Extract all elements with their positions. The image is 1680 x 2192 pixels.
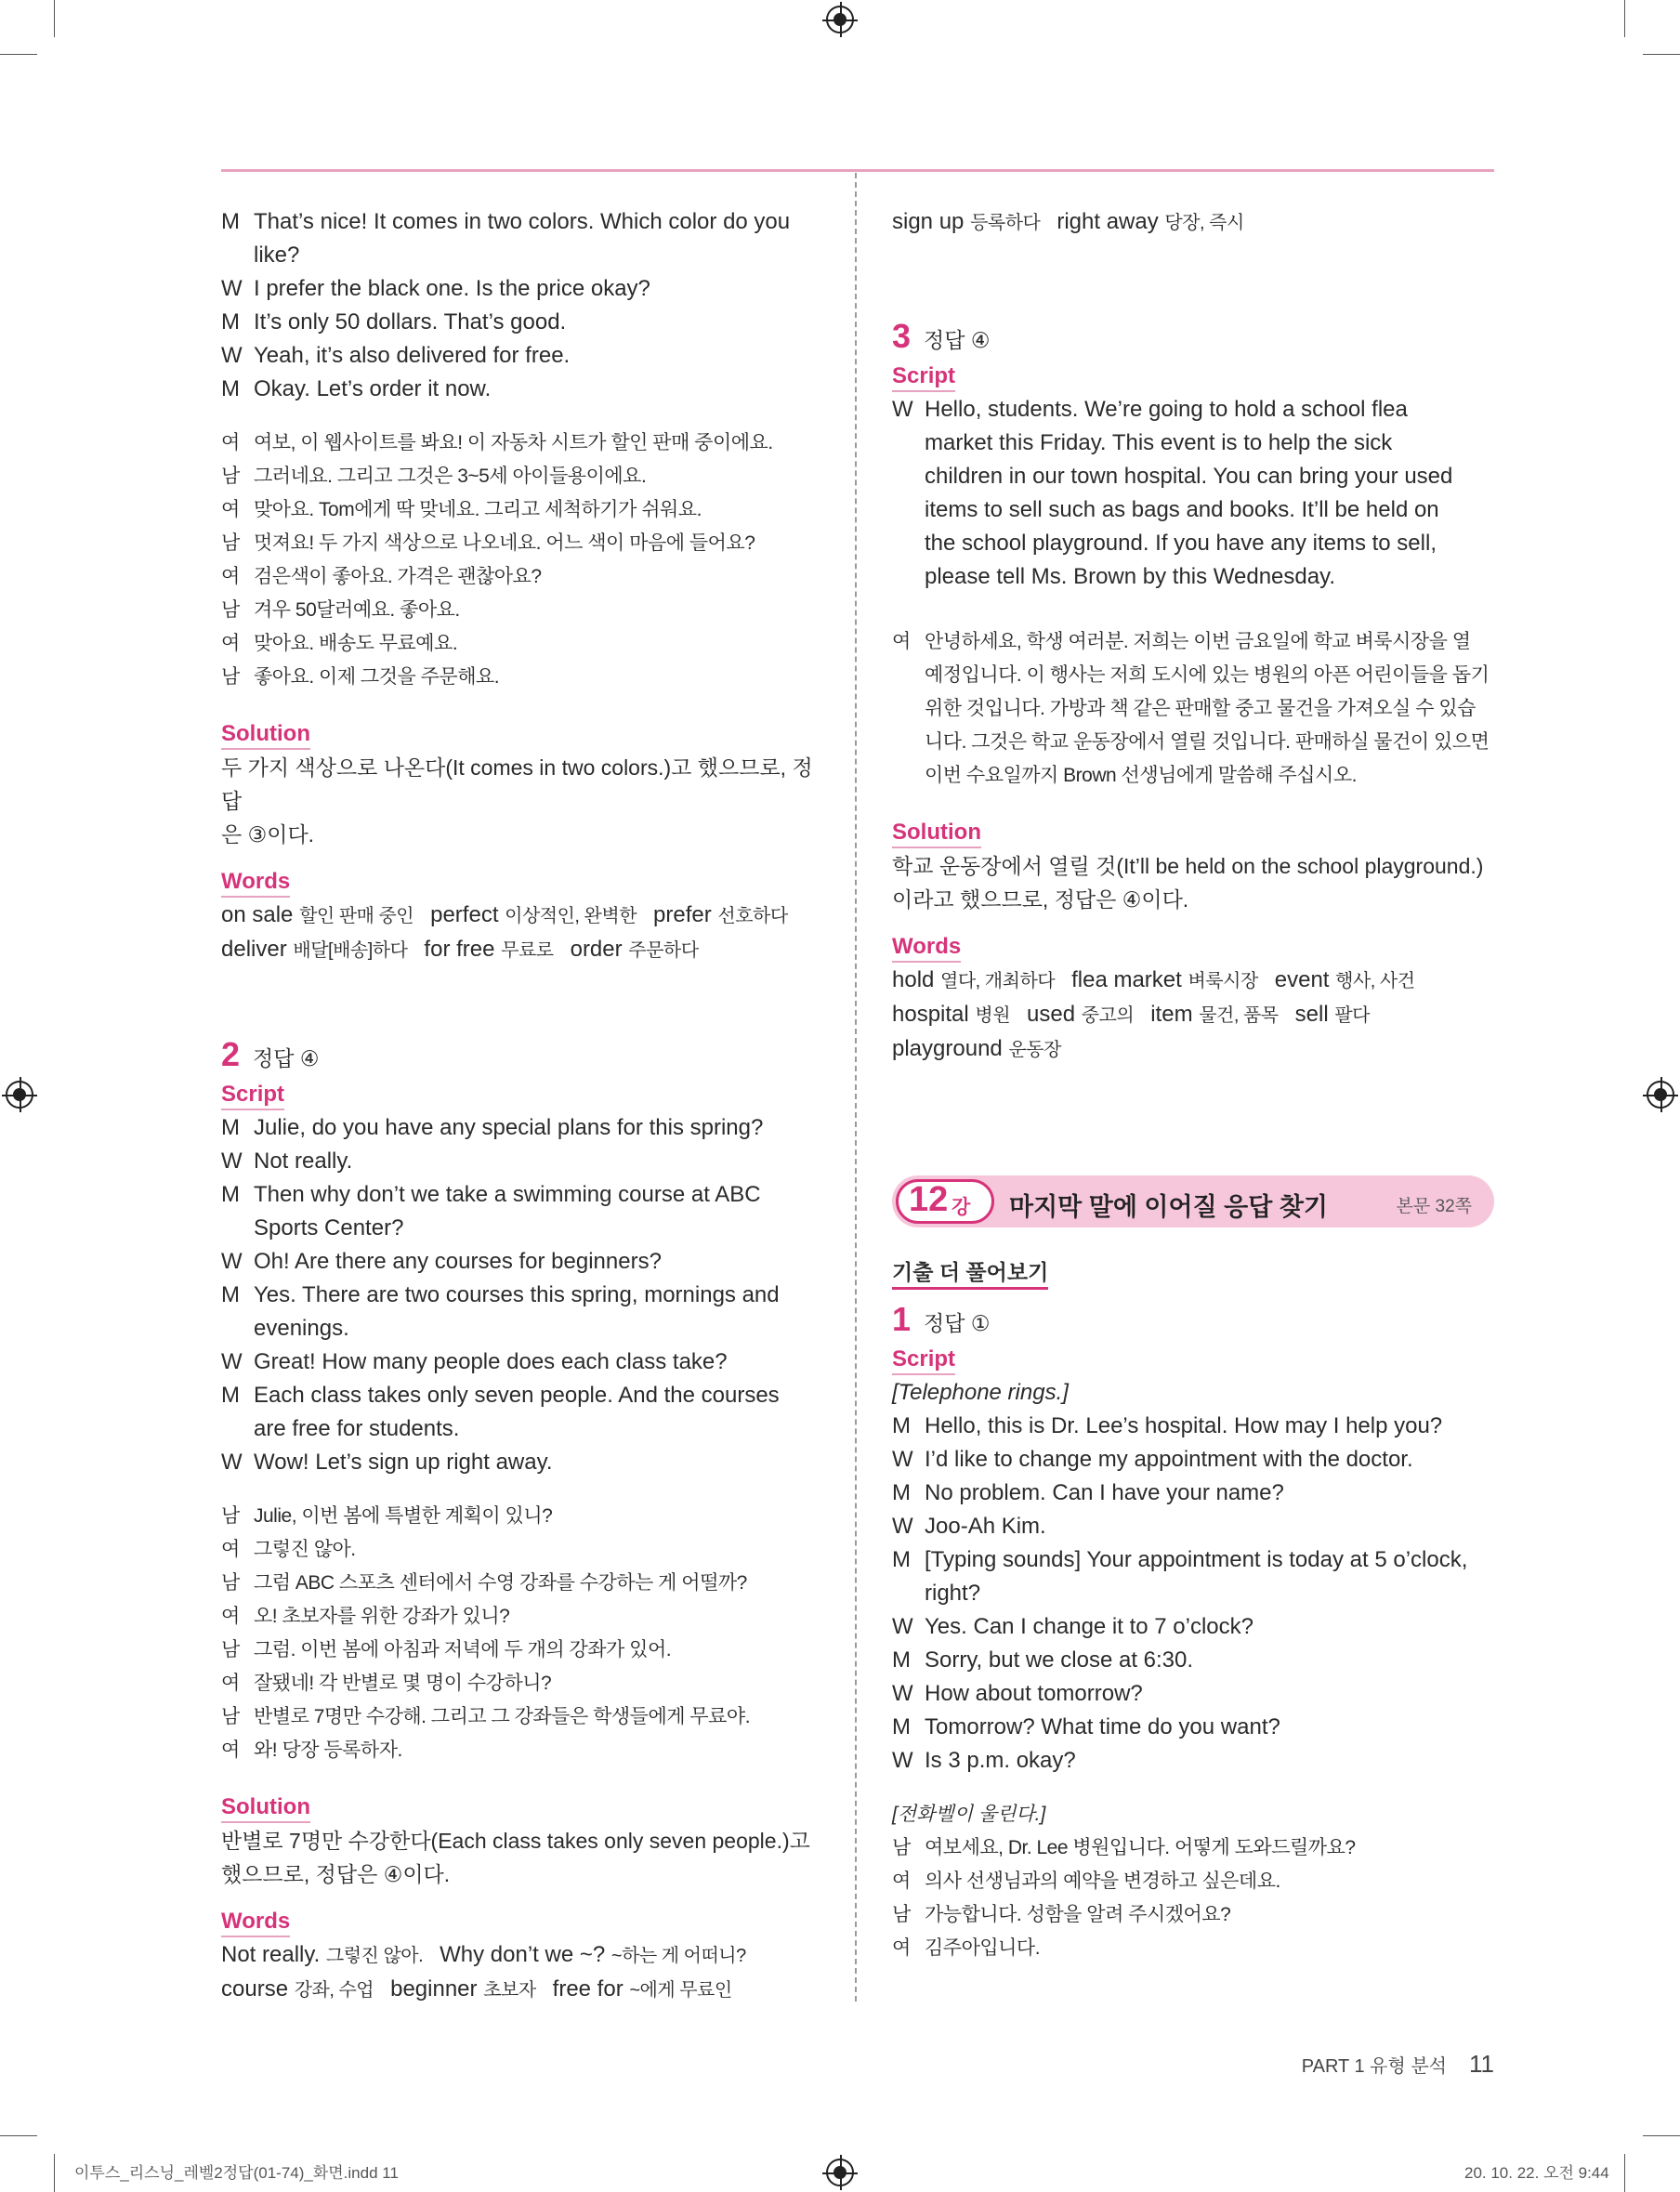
speaker-label: M (221, 1182, 240, 1207)
line-text: 겨우 50달러예요. 좋아요. (254, 599, 460, 621)
word-korean: 행사, 사건 (1335, 971, 1415, 991)
line-text: Julie, do you have any special plans for this spring? (254, 1115, 764, 1140)
word-korean: ~에게 무료인 (629, 1980, 732, 2001)
speaker-label: W (892, 1681, 913, 1706)
line-text: Yeah, it’s also delivered for free. (254, 343, 571, 368)
word-entry (571, 937, 699, 962)
dialogue-line (892, 1610, 1494, 1644)
script-label: Script (892, 362, 955, 392)
word-english: prefer (653, 902, 718, 927)
registration-mark-icon (826, 6, 854, 33)
line-text: 여보세요, Dr. Lee 병원입니다. 어떻게 도와드릴까요? (925, 1837, 1356, 1858)
lesson-banner (892, 1175, 1494, 1227)
word-entry (221, 1942, 423, 1967)
line-text: Great! How many people does each class take? (254, 1349, 728, 1374)
dialogue-line (892, 1477, 1494, 1510)
speaker-label: 남 (221, 599, 240, 621)
dialogue-line (221, 373, 823, 406)
line-text: No problem. Can I have your name? (925, 1480, 1284, 1505)
right-column-lower (892, 1256, 1494, 1965)
solution-label: Solution (221, 720, 310, 750)
korean-translation-q3 (892, 625, 1494, 793)
dialogue-line (221, 306, 823, 339)
line-text: 그럼. 이번 봄에 아침과 저녁에 두 개의 강좌가 있어. (254, 1639, 672, 1660)
speaker-label: M (892, 1714, 911, 1739)
word-korean: 강좌, 수업 (294, 1980, 374, 2001)
line-text: 그렇진 않아. (254, 1539, 356, 1560)
line-text: market this Friday. This event is to help the sick (925, 430, 1393, 455)
word-english: beginner (390, 1976, 484, 2002)
speaker-label: 여 (221, 432, 240, 453)
line-text: Not really. (254, 1149, 353, 1174)
script-label: Script (892, 1345, 955, 1375)
question-number: 3 (892, 317, 912, 355)
word-korean: 등록하다 (970, 213, 1041, 233)
registration-mark-icon (826, 2159, 854, 2186)
speaker-label: 남 (221, 532, 240, 554)
lesson-number: 12 (909, 1180, 949, 1219)
word-korean: 벼룩시장 (1188, 971, 1258, 991)
word-entry (221, 1976, 374, 2002)
word-korean: 무료로 (501, 940, 554, 961)
speaker-label: 남 (221, 1572, 240, 1594)
line-text: 잘됐네! 각 반별로 몇 명이 수강하니? (254, 1673, 552, 1694)
speaker-label: 여 (221, 566, 240, 587)
line-text: Yes. Can I change it to 7 o’clock? (925, 1614, 1253, 1639)
korean-line (221, 661, 823, 694)
line-text: 김주아입니다. (925, 1937, 1041, 1959)
answer-label: 정답 ④ (253, 1046, 320, 1070)
line-text: Then why don’t we take a swimming course at ABC (254, 1182, 761, 1207)
word-korean: 물건, 품목 (1199, 1005, 1279, 1026)
question-header (892, 1300, 1494, 1340)
speaker-label: M (892, 1547, 911, 1572)
line-text: How about tomorrow? (925, 1681, 1143, 1706)
words-label: Words (221, 1908, 290, 1937)
korean-translation-lesson12 (892, 1831, 1494, 1965)
question-number: 2 (221, 1035, 241, 1073)
line-text: 니다. 그것은 학교 운동장에서 열릴 것입니다. 판매하실 물건이 있으면 (925, 731, 1490, 753)
word-korean: ~하는 게 어떠니? (610, 1946, 746, 1966)
line-text: 맞아요. 배송도 무료예요. (254, 633, 458, 654)
crop-mark (0, 54, 37, 55)
word-korean: 초보자 (483, 1980, 536, 2001)
line-text: 반별로 7명만 수강해. 그리고 그 강좌들은 학생들에게 무료야. (254, 1706, 751, 1727)
word-english: sign up (892, 209, 971, 234)
left-column (221, 205, 823, 2007)
korean-line (221, 1700, 823, 1734)
line-text: Julie, 이번 봄에 특별한 계획이 있니? (254, 1505, 553, 1527)
line-text: 위한 것입니다. 가방과 책 같은 판매할 중고 물건을 가져오실 수 있습 (925, 698, 1476, 719)
speaker-label: 여 (892, 1870, 911, 1892)
lesson-page-ref: 본문 32쪽 (1396, 1197, 1472, 1216)
crop-mark (1624, 2154, 1625, 2192)
word-entry (1071, 967, 1258, 992)
speaker-label: M (221, 1383, 240, 1408)
speaker-label: 여 (221, 1606, 240, 1627)
script-label: Script (221, 1081, 284, 1110)
header-rule (221, 169, 1494, 172)
speaker-label: M (221, 1115, 240, 1140)
dialogue-line (221, 205, 823, 239)
word-english: item (1150, 1002, 1200, 1027)
lesson-unit: 강 (952, 1197, 971, 1218)
word-entry (892, 967, 1055, 992)
column-divider (855, 173, 857, 2002)
speaker-label: 여 (221, 1673, 240, 1694)
speaker-label: W (221, 276, 243, 301)
korean-line (892, 1831, 1494, 1865)
print-slug: 이투스_리스닝_레벨2정답(01-74)_화면.indd 11 (74, 2164, 399, 2182)
korean-line (221, 1533, 823, 1567)
speaker-label: 여 (892, 1937, 911, 1959)
speaker-label: 남 (221, 1639, 240, 1660)
korean-line (892, 1932, 1494, 1965)
speaker-label: W (221, 1149, 243, 1174)
korean-line (221, 493, 823, 527)
speaker-label: 남 (221, 466, 240, 487)
line-text: It’s only 50 dollars. That’s good. (254, 309, 567, 335)
stage-direction: [Telephone rings.] (892, 1380, 1069, 1405)
word-english: on sale (221, 902, 300, 927)
speaker-label: 남 (221, 666, 240, 688)
words-list (221, 1938, 823, 2007)
stage-direction-korean: [전화벨이 울린다.] (892, 1804, 1046, 1825)
solution-label: Solution (892, 819, 981, 848)
speaker-label: 남 (892, 1904, 911, 1925)
korean-line (221, 1634, 823, 1667)
dialogue-line (221, 1245, 823, 1279)
korean-line (892, 1898, 1494, 1932)
speaker-label: 여 (892, 631, 911, 652)
korean-line (221, 1500, 823, 1533)
line-text: Oh! Are there any courses for beginners? (254, 1249, 662, 1274)
word-english: used (1027, 1002, 1082, 1027)
speaker-label: W (892, 1514, 913, 1539)
footer-part: PART 1 유형 분석 (1301, 2056, 1447, 2077)
word-korean: 그렇진 않아. (325, 1946, 424, 1966)
word-english: Why don’t we ~? (440, 1942, 611, 1967)
word-entry (553, 1976, 732, 2002)
solution-label: Solution (221, 1793, 310, 1823)
line-text: 가능합니다. 성함을 알려 주시겠어요? (925, 1904, 1231, 1925)
korean-line (892, 659, 1494, 692)
word-entry (1275, 967, 1415, 992)
korean-line (892, 726, 1494, 759)
word-english: sell (1294, 1002, 1335, 1027)
line-text: evenings. (254, 1316, 349, 1341)
dialogue-line (221, 1145, 823, 1178)
dialogue-line (221, 1379, 823, 1412)
dialogue-line (221, 1212, 823, 1245)
line-text: I’d like to change my appointment with the doctor. (925, 1447, 1413, 1472)
line-text: Hello, this is Dr. Lee’s hospital. How may I help you? (925, 1413, 1443, 1438)
line-text: 맞아요. Tom에게 딱 맞네요. 그리고 세척하기가 쉬워요. (254, 499, 702, 520)
right-column (892, 205, 1494, 1067)
korean-translation-q2 (221, 1500, 823, 1767)
word-korean: 할인 판매 중인 (299, 906, 414, 926)
line-text: items to sell such as bags and books. It’ll be held on (925, 497, 1439, 522)
word-korean: 주문하다 (628, 940, 699, 961)
word-korean: 당장, 즉시 (1164, 213, 1244, 233)
dialogue-line (221, 1446, 823, 1479)
word-entry (221, 902, 413, 927)
lesson-title: 마지막 말에 이어질 응답 찾기 (1009, 1193, 1328, 1221)
dialogue-q2 (221, 1111, 823, 1479)
dialogue-line (221, 1279, 823, 1312)
line-text: Each class takes only seven people. And the courses (254, 1383, 780, 1408)
page-footer (1302, 2050, 1494, 2079)
speaker-label: M (221, 1282, 240, 1307)
line-text: are free for students. (254, 1416, 460, 1441)
line-text: Wow! Let’s sign up right away. (254, 1450, 553, 1475)
line-text: like? (254, 243, 300, 268)
korean-line (892, 692, 1494, 726)
question-header (221, 1035, 823, 1075)
dialogue-line (221, 1412, 823, 1446)
words-label: Words (892, 933, 961, 963)
dialogue-line (221, 1345, 823, 1379)
dialogue-line (892, 560, 1494, 594)
section-subhead: 기출 더 풀어보기 (892, 1257, 1048, 1290)
speaker-label: W (221, 1450, 243, 1475)
dialogue-line (892, 1410, 1494, 1443)
line-text: Is 3 p.m. okay? (925, 1748, 1076, 1773)
crop-mark (0, 2135, 37, 2136)
korean-translation-q1 (221, 427, 823, 694)
line-text: 안녕하세요, 학생 여러분. 저희는 이번 금요일에 학교 벼룩시장을 열 (925, 631, 1471, 652)
dialogue-line (892, 1543, 1494, 1577)
line-text: right? (925, 1581, 981, 1606)
speaker-label: W (221, 1349, 243, 1374)
korean-line (221, 460, 823, 493)
word-english: right away (1057, 209, 1165, 234)
dialogue-lesson12 (892, 1410, 1494, 1778)
word-entry (430, 902, 637, 927)
korean-line (221, 1567, 823, 1600)
line-text: 예정입니다. 이 행사는 저희 도시에 있는 병원의 아픈 어린이들을 돕기 (925, 664, 1490, 686)
line-text: please tell Ms. Brown by this Wednesday. (925, 564, 1335, 589)
answer-label: 정답 ① (924, 1311, 991, 1335)
speaker-label: 남 (892, 1837, 911, 1858)
word-english: perfect (430, 902, 505, 927)
speaker-label: M (892, 1413, 911, 1438)
speaker-label: M (221, 376, 240, 401)
speaker-label: M (892, 1480, 911, 1505)
korean-line (221, 1734, 823, 1767)
korean-line (221, 1667, 823, 1700)
speaker-label: M (892, 1647, 911, 1673)
korean-line (892, 625, 1494, 659)
word-entry (1295, 1002, 1370, 1027)
korean-line (221, 627, 823, 661)
korean-line (221, 560, 823, 594)
dialogue-line (892, 1644, 1494, 1677)
line-text: That’s nice! It comes in two colors. Which color do you (254, 209, 791, 234)
word-entry (221, 937, 407, 962)
speaker-label: 여 (221, 1739, 240, 1761)
word-entry (892, 209, 1040, 234)
registration-mark-icon (1647, 1081, 1674, 1109)
speaker-label: W (892, 1447, 913, 1472)
dialogue-line (892, 493, 1494, 527)
speaker-label: 남 (221, 1505, 240, 1527)
word-entry (424, 937, 553, 962)
speaker-label: 여 (221, 1539, 240, 1560)
crop-mark (54, 0, 55, 37)
line-text: Tomorrow? What time do you want? (925, 1714, 1280, 1739)
line-text: Sports Center? (254, 1215, 404, 1240)
page-number: 11 (1469, 2050, 1494, 2078)
crop-mark (1624, 0, 1625, 37)
speaker-label: M (221, 309, 240, 335)
line-text: children in our town hospital. You can bring your used (925, 464, 1453, 489)
word-english: hospital (892, 1002, 976, 1027)
speaker-label: W (892, 397, 913, 422)
korean-line (892, 1865, 1494, 1898)
word-entry (653, 902, 788, 927)
line-text: Okay. Let’s order it now. (254, 376, 492, 401)
line-text: Sorry, but we close at 6:30. (925, 1647, 1194, 1673)
script-q3 (892, 393, 1494, 594)
line-text: 좋아요. 이제 그것을 주문해요. (254, 666, 500, 688)
speaker-label: M (221, 209, 240, 234)
line-text: 의사 선생님과의 예약을 변경하고 싶은데요. (925, 1870, 1280, 1892)
line-text: [Typing sounds] Your appointment is today at 5 o’clock, (925, 1547, 1468, 1572)
crop-mark (1643, 54, 1680, 55)
word-entry (1150, 1002, 1278, 1027)
word-korean: 병원 (975, 1005, 1011, 1026)
speaker-label: W (892, 1614, 913, 1639)
dialogue-line (221, 339, 823, 373)
dialogue-line (892, 393, 1494, 427)
line-text: the school playground. If you have any items to sell, (925, 531, 1437, 556)
dialogue-line (892, 1510, 1494, 1543)
word-english: for free (424, 937, 502, 962)
words-list (892, 205, 1494, 240)
dialogue-line (892, 1577, 1494, 1610)
word-entry (1057, 209, 1243, 234)
dialogue-line (221, 239, 823, 272)
dialogue-line (892, 1677, 1494, 1711)
line-text: I prefer the black one. Is the price okay? (254, 276, 650, 301)
crop-mark (54, 2154, 55, 2192)
korean-line (892, 759, 1494, 793)
speaker-label: 남 (221, 1706, 240, 1727)
speaker-label: W (221, 1249, 243, 1274)
dialogue-line (892, 460, 1494, 493)
word-english: course (221, 1976, 295, 2002)
dialogue-line (892, 427, 1494, 460)
word-english: deliver (221, 937, 294, 962)
word-korean: 열다, 개최하다 (940, 971, 1056, 991)
word-english: free for (552, 1976, 630, 2002)
korean-line (221, 427, 823, 460)
line-text: Hello, students. We’re going to hold a school flea (925, 397, 1408, 422)
word-english: flea market (1071, 967, 1188, 992)
line-text: 그러네요. 그리고 그것은 3~5세 아이들용이에요. (254, 466, 647, 487)
line-text: Joo-Ah Kim. (925, 1514, 1046, 1539)
line-text: 와! 당장 등록하자. (254, 1739, 402, 1761)
registration-mark-icon (6, 1081, 33, 1109)
dialogue-line (221, 1178, 823, 1212)
word-korean: 선호하다 (717, 906, 788, 926)
word-english: event (1274, 967, 1336, 992)
word-korean: 운동장 (1008, 1040, 1061, 1060)
words-list (221, 899, 823, 967)
line-text: Yes. There are two courses this spring, mornings and (254, 1282, 780, 1307)
words-label: Words (221, 868, 290, 898)
line-text: 여보, 이 웹사이트를 봐요! 이 자동차 시트가 할인 판매 중이에요. (254, 432, 773, 453)
solution-text: 반별로 7명만 수강한다(Each class takes only seven people.)고 했으므로, 정답은 ④이다. (221, 1829, 810, 1886)
word-korean: 이상적인, 완벽한 (505, 906, 637, 926)
dialogue-line (892, 527, 1494, 560)
word-entry (892, 1002, 1010, 1027)
word-korean: 배달[배송]하다 (293, 940, 408, 961)
korean-line (221, 594, 823, 627)
line-text: 이번 수요일까지 Brown 선생님에게 말씀해 주십시오. (925, 765, 1357, 786)
dialogue-line (221, 1312, 823, 1345)
line-text: 그럼 ABC 스포츠 센터에서 수영 강좌를 수강하는 게 어떨까? (254, 1572, 747, 1594)
words-list (892, 964, 1494, 1067)
word-entry (440, 1942, 746, 1967)
speaker-label: 여 (221, 633, 240, 654)
word-english: Not really. (221, 1942, 326, 1967)
speaker-label: 여 (221, 499, 240, 520)
word-korean: 중고의 (1081, 1005, 1135, 1026)
print-timestamp: 20. 10. 22. 오전 9:44 (1464, 2164, 1609, 2182)
dialogue-line (892, 1443, 1494, 1477)
question-number: 1 (892, 1300, 912, 1338)
word-english: hold (892, 967, 941, 992)
dialogue-line (892, 1711, 1494, 1744)
solution-text: 학교 운동장에서 열릴 것(It’ll be held on the school playground.) 이라고 했으므로, 정답은 ④이다. (892, 854, 1484, 912)
crop-mark (1643, 2135, 1680, 2136)
question-header (892, 317, 1494, 357)
word-entry (1027, 1002, 1134, 1027)
word-entry (892, 1036, 1061, 1061)
dialogue-q1 (221, 205, 823, 406)
word-english: order (570, 937, 629, 962)
dialogue-line (221, 272, 823, 306)
answer-label: 정답 ④ (924, 328, 991, 352)
korean-line (221, 1600, 823, 1634)
dialogue-line (892, 1744, 1494, 1778)
line-text: 멋져요! 두 가지 색상으로 나오네요. 어느 색이 마음에 들어요? (254, 532, 755, 554)
dialogue-line (221, 1111, 823, 1145)
korean-line (221, 527, 823, 560)
line-text: 오! 초보자를 위한 강좌가 있니? (254, 1606, 510, 1627)
speaker-label: W (892, 1748, 913, 1773)
word-korean: 팔다 (1334, 1005, 1370, 1026)
word-entry (390, 1976, 536, 2002)
solution-text: 두 가지 색상으로 나온다(It comes in two colors.)고 했으므로, 정답 은 ③이다. (221, 755, 813, 847)
word-english: playground (892, 1036, 1009, 1061)
speaker-label: W (221, 343, 243, 368)
line-text: 검은색이 좋아요. 가격은 괜찮아요? (254, 566, 542, 587)
